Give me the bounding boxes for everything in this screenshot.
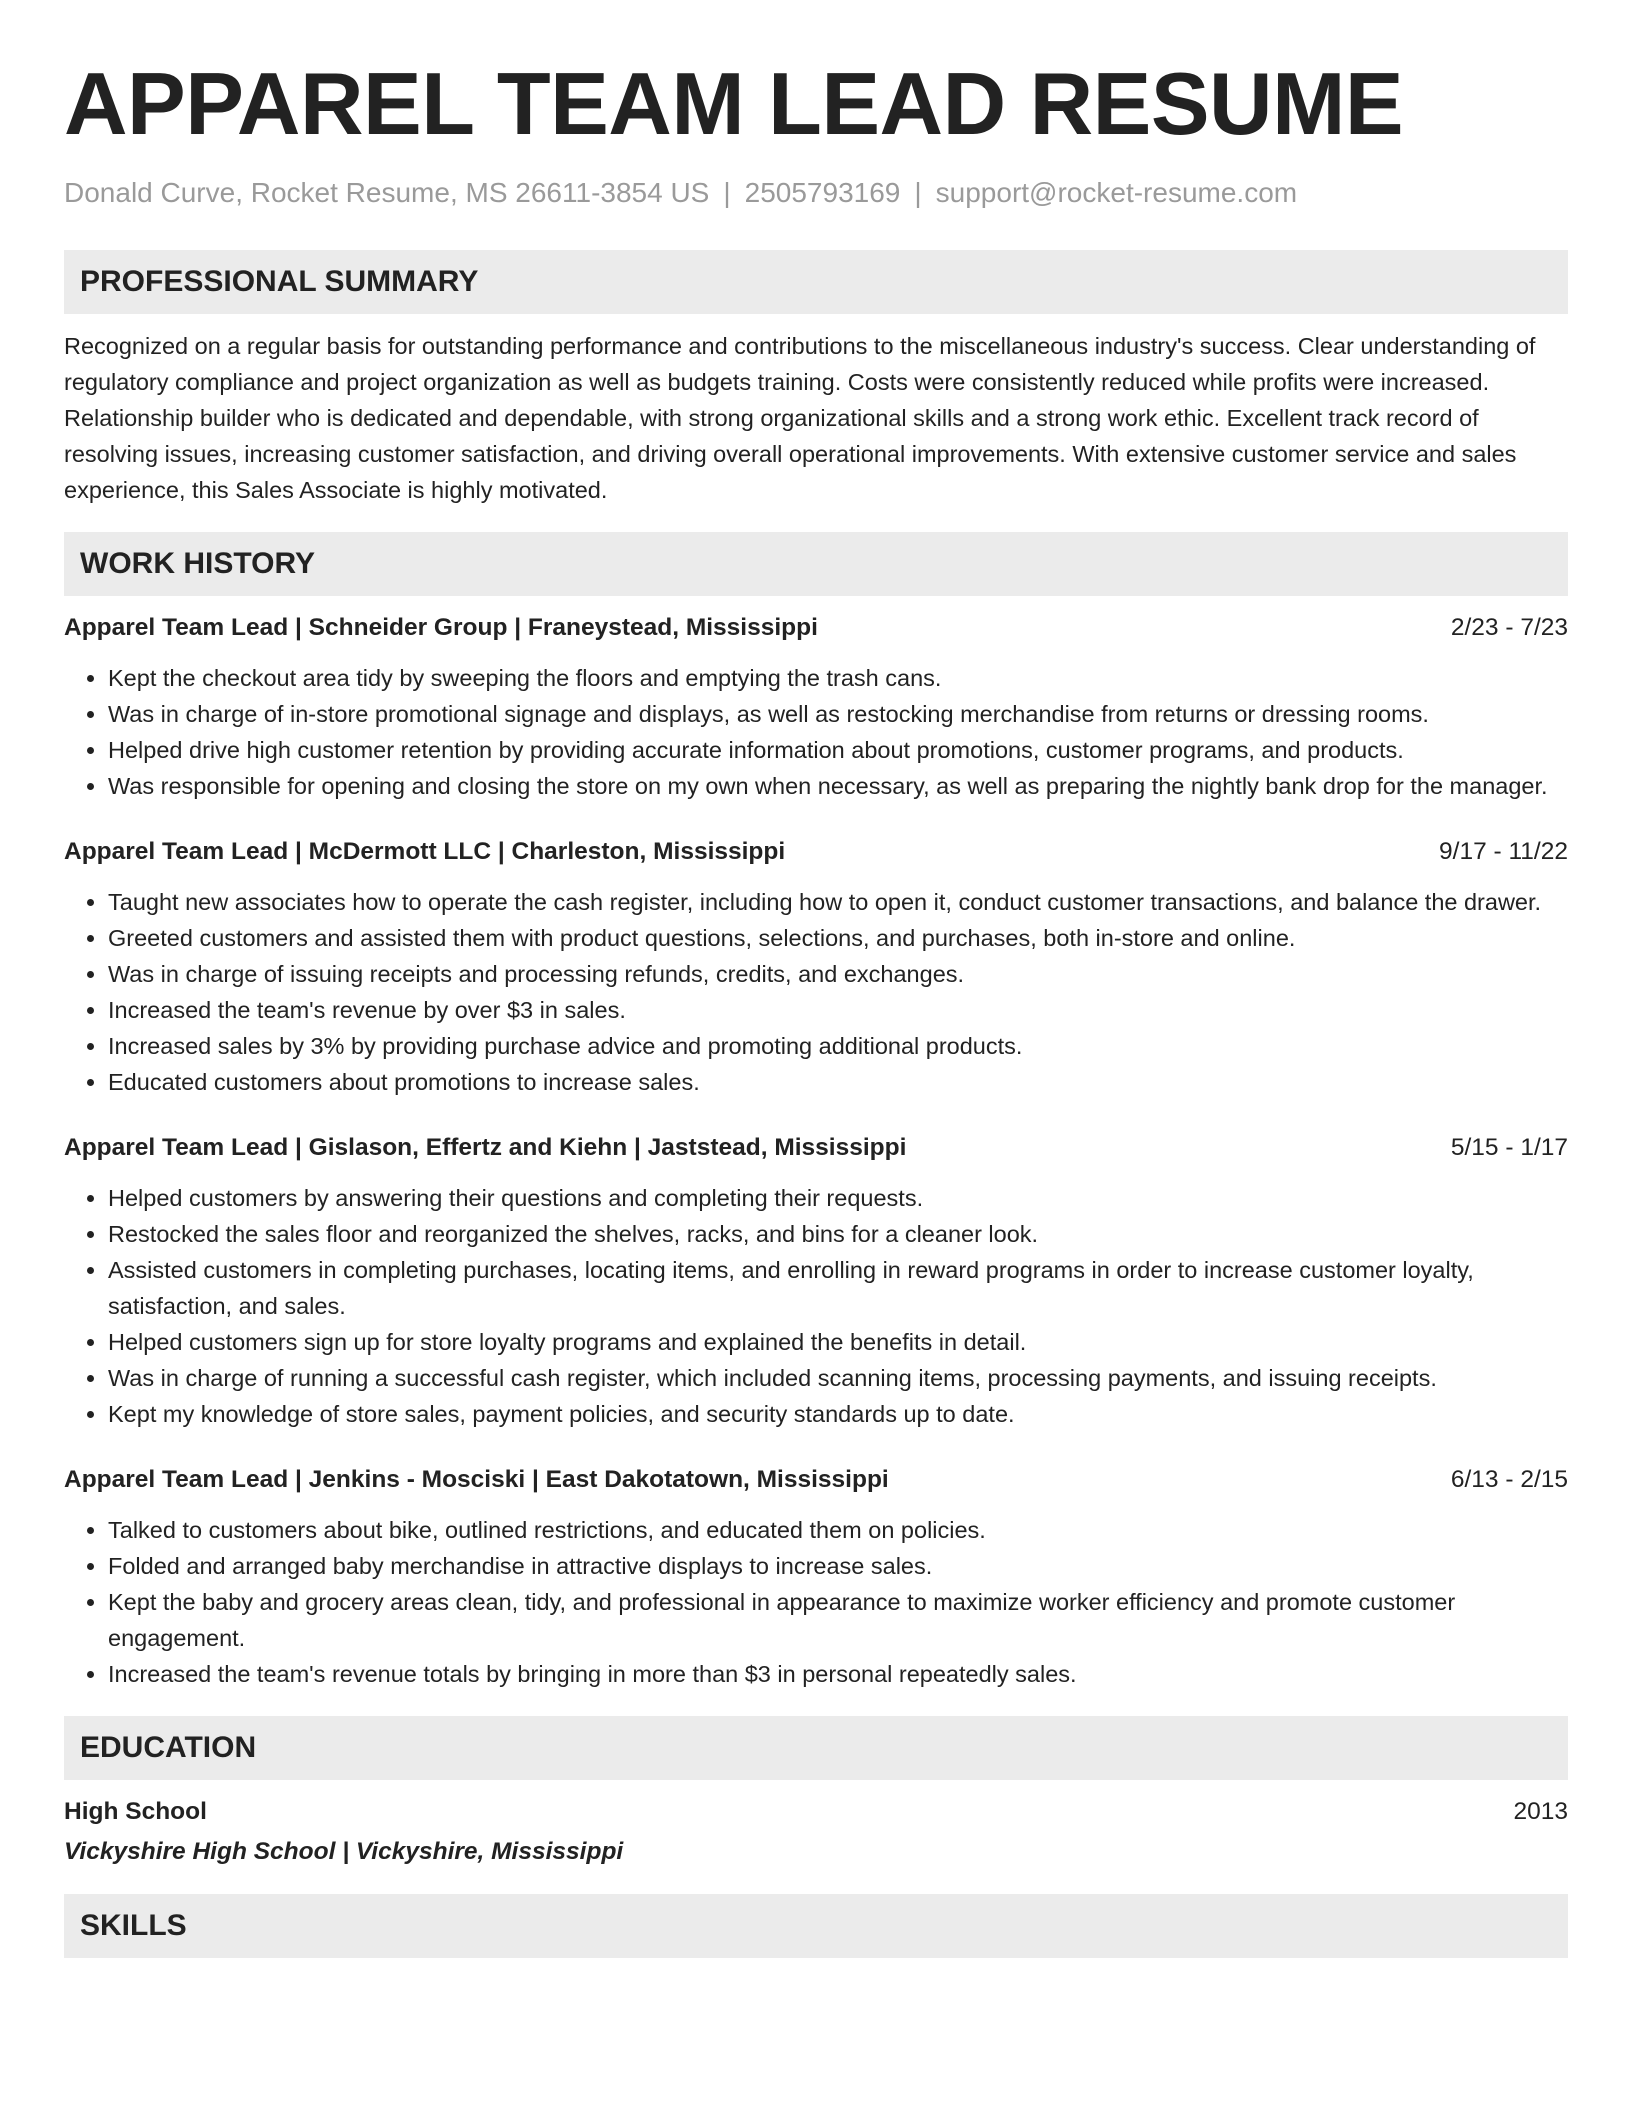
job-header <box>64 1462 1568 1498</box>
job-bullet: • Restocked the sales floor and reorganized the shelves, racks, and bins for a cleaner look. <box>108 1216 1568 1252</box>
job-dates: 5/15 - 1/17 <box>1450 1134 1568 1161</box>
education-entry <box>64 1794 1568 1870</box>
job-title: Apparel Team Lead | McDermott LLC | Charleston, Mississippi <box>64 838 786 865</box>
job-bullet: • Helped customers sign up for store loyalty programs and explained the benefits in detail. <box>108 1324 1568 1360</box>
section-heading-education: EDUCATION <box>64 1716 1568 1780</box>
contact-email: support@rocket-resume.com <box>935 177 1298 208</box>
job-entry <box>64 1462 1568 1692</box>
job-bullet: • Was responsible for opening and closing the store on my own when necessary, as well as preparing the nightly bank drop for the manager. <box>108 768 1568 804</box>
job-bullet: • Taught new associates how to operate the cash register, including how to open it, conduct customer transactions, and balance the drawer. <box>108 884 1568 920</box>
section-heading-work-history: WORK HISTORY <box>64 532 1568 596</box>
job-header <box>64 834 1568 870</box>
education-year: 2013 <box>1513 1798 1568 1825</box>
education-school: Vickyshire High School | Vickyshire, Mississippi <box>64 1838 624 1865</box>
job-bullet: • Educated customers about promotions to increase sales. <box>108 1064 1568 1100</box>
job-bullet: • Kept the checkout area tidy by sweeping the floors and emptying the trash cans. <box>108 660 1568 696</box>
job-bullet: • Helped drive high customer retention by providing accurate information about promotions, customer programs, and products. <box>108 732 1568 768</box>
job-bullet: • Assisted customers in completing purchases, locating items, and enrolling in reward programs in order to increase customer loyalty, satisfaction, and sales. <box>108 1252 1568 1324</box>
job-entry <box>64 834 1568 1100</box>
job-header <box>64 1130 1568 1166</box>
job-bullet: • Greeted customers and assisted them with product questions, selections, and purchases, both in-store and online. <box>108 920 1568 956</box>
job-dates: 6/13 - 2/15 <box>1450 1466 1568 1493</box>
job-bullet: • Was in charge of running a successful cash register, which included scanning items, processing payments, and issuing receipts. <box>108 1360 1568 1396</box>
section-heading-summary: PROFESSIONAL SUMMARY <box>64 250 1568 314</box>
job-title: Apparel Team Lead | Schneider Group | Franeystead, Mississippi <box>64 614 818 641</box>
education-degree: High School <box>64 1798 207 1825</box>
job-bullet: • Talked to customers about bike, outlined restrictions, and educated them on policies. <box>108 1512 1568 1548</box>
job-bullet: • Kept my knowledge of store sales, payment policies, and security standards up to date. <box>108 1396 1568 1432</box>
education-header <box>64 1794 1568 1830</box>
job-bullets <box>64 660 1568 804</box>
job-bullet: • Folded and arranged baby merchandise in attractive displays to increase sales. <box>108 1548 1568 1584</box>
job-bullets <box>64 1512 1568 1692</box>
job-entry <box>64 610 1568 804</box>
page-title: APPAREL TEAM LEAD RESUME <box>64 54 1404 153</box>
job-title: Apparel Team Lead | Gislason, Effertz and Kiehn | Jaststead, Mississippi <box>64 1134 907 1161</box>
section-heading-skills: SKILLS <box>64 1894 1568 1958</box>
job-bullets <box>64 884 1568 1100</box>
job-bullet: • Kept the baby and grocery areas clean, tidy, and professional in appearance to maximize worker efficiency and promote customer engagement. <box>108 1584 1568 1656</box>
job-bullet: • Increased the team's revenue totals by bringing in more than $3 in personal repeatedly sales. <box>108 1656 1568 1692</box>
summary-text: Recognized on a regular basis for outstanding performance and contributions to the miscellaneous industry's success. Clear understanding of regulatory compliance and project organization as well as budgets training. Costs were consistently reduced while profits were increased. Relationship builder who is dedicated and dependable, with strong organizational skills and a strong work ethic. Excellent track record of resolving issues, increasing customer satisfaction, and driving overall operational improvements. With extensive customer service and sales experience, this Sales Associate is highly motivated. <box>64 333 1536 503</box>
job-bullet: • Increased sales by 3% by providing purchase advice and promoting additional products. <box>108 1028 1568 1064</box>
job-title: Apparel Team Lead | Jenkins - Mosciski | East Dakotatown, Mississippi <box>64 1466 889 1493</box>
job-dates: 2/23 - 7/23 <box>1450 614 1568 641</box>
job-bullet: • Was in charge of issuing receipts and processing refunds, credits, and exchanges. <box>108 956 1568 992</box>
contact-separator: | <box>723 177 731 208</box>
contact-phone: 2505793169 <box>744 177 901 208</box>
job-bullet: • Was in charge of in-store promotional signage and displays, as well as restocking merchandise from returns or dressing rooms. <box>108 696 1568 732</box>
job-dates: 9/17 - 11/22 <box>1439 838 1568 865</box>
contact-separator: | <box>914 177 922 208</box>
job-entry <box>64 1130 1568 1432</box>
job-bullets <box>64 1180 1568 1432</box>
job-header <box>64 610 1568 646</box>
job-bullet: • Increased the team's revenue by over $3 in sales. <box>108 992 1568 1028</box>
contact-line <box>64 176 1568 210</box>
contact-address: Donald Curve, Rocket Resume, MS 26611-3854 US <box>64 177 710 208</box>
job-bullet: • Helped customers by answering their questions and completing their requests. <box>108 1180 1568 1216</box>
